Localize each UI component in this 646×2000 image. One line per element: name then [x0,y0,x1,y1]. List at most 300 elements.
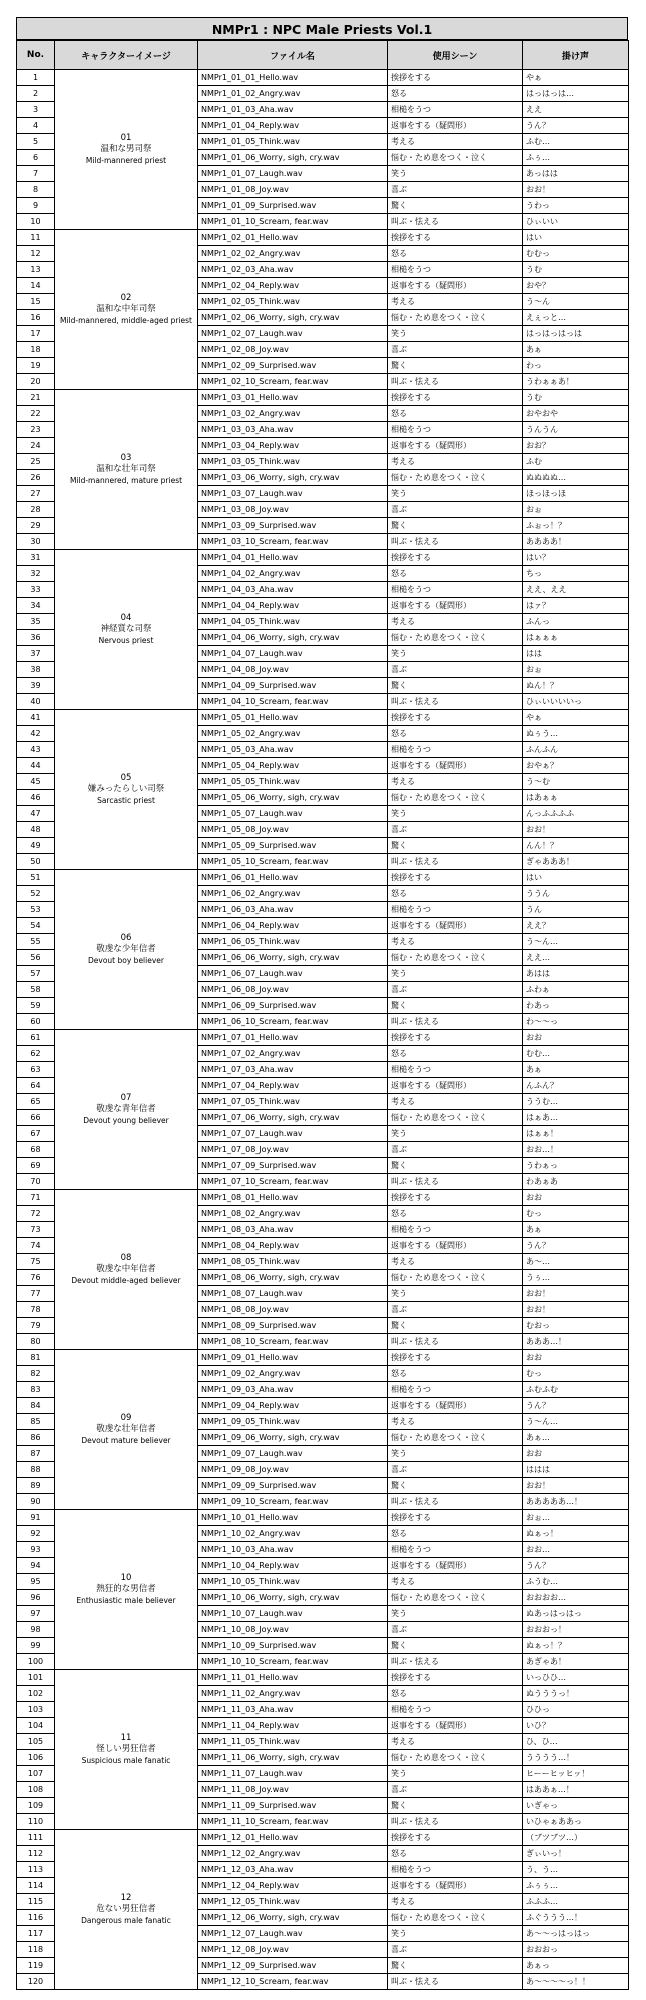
voice-cell: やぁ [523,70,629,86]
character-name-jp: 危ない男狂信者 [96,1904,156,1914]
row-number: 80 [17,1334,55,1350]
filename-cell: NMPr1_07_02_Angry.wav [198,1046,388,1062]
scene-cell: 怒る [388,1526,523,1542]
voice-cell: ぬぅう… [523,726,629,742]
voice-cell: やぁ [523,710,629,726]
filename-cell: NMPr1_02_04_Reply.wav [198,278,388,294]
filename-cell: NMPr1_04_10_Scream, fear.wav [198,694,388,710]
voice-cell: おお [523,1350,629,1366]
scene-cell: 返事をする（疑問形） [388,278,523,294]
scene-cell: 返事をする（疑問形） [388,1718,523,1734]
character-name-en: Devout young believer [83,1116,169,1125]
voice-cell: はあぁぁ [523,790,629,806]
filename-cell: NMPr1_05_01_Hello.wav [198,710,388,726]
voice-cell: おお…！ [523,1142,629,1158]
voice-cell: ええ？ [523,918,629,934]
voice-cell: ふぅ… [523,150,629,166]
filename-cell: NMPr1_12_06_Worry, sigh, cry.wav [198,1910,388,1926]
row-number: 2 [17,86,55,102]
voice-cell: おお [523,1030,629,1046]
row-number: 76 [17,1270,55,1286]
voice-cell: おおおっ [523,1942,629,1958]
scene-cell: 悩む・ため息をつく・泣く [388,150,523,166]
voice-cell: ぬん！？ [523,678,629,694]
voice-cell: はぁぁ！ [523,1126,629,1142]
voice-cell: あああああ…！ [523,1494,629,1510]
row-number: 87 [17,1446,55,1462]
voice-cell: うん？ [523,1398,629,1414]
character-image-cell [55,1670,198,1830]
scene-cell: 考える [388,774,523,790]
filename-cell: NMPr1_03_03_Aha.wav [198,422,388,438]
row-number: 61 [17,1030,55,1046]
row-number: 20 [17,374,55,390]
row-number: 103 [17,1702,55,1718]
scene-cell: 相槌をうつ [388,742,523,758]
filename-cell: NMPr1_12_10_Scream, fear.wav [198,1974,388,1990]
filename-cell: NMPr1_03_02_Angry.wav [198,406,388,422]
voice-cell: わあっ [523,998,629,1014]
character-name-jp: 神経質な司祭 [100,624,152,634]
row-number: 106 [17,1750,55,1766]
voice-cell: ううむ… [523,1094,629,1110]
scene-cell: 怒る [388,406,523,422]
row-number: 16 [17,310,55,326]
scene-cell: 喜ぶ [388,1782,523,1798]
voice-cell: わ〜〜っ [523,1014,629,1030]
scene-cell: 笑う [388,1446,523,1462]
voice-cell: ふんっ [523,614,629,630]
filename-cell: NMPr1_03_06_Worry, sigh, cry.wav [198,470,388,486]
scene-cell: 挨拶をする [388,1350,523,1366]
scene-cell: 叫ぶ・怯える [388,854,523,870]
row-number: 45 [17,774,55,790]
row-number: 101 [17,1670,55,1686]
row-number: 112 [17,1846,55,1862]
scene-cell: 返事をする（疑問形） [388,438,523,454]
header-row [17,41,629,70]
character-number: 05 [120,773,132,783]
filename-cell: NMPr1_06_09_Surprised.wav [198,998,388,1014]
character-number: 11 [120,1733,132,1743]
scene-cell: 笑う [388,326,523,342]
scene-cell: 挨拶をする [388,1030,523,1046]
filename-cell: NMPr1_11_04_Reply.wav [198,1718,388,1734]
row-number: 104 [17,1718,55,1734]
filename-cell: NMPr1_03_10_Scream, fear.wav [198,534,388,550]
voice-cell: ははは [523,1462,629,1478]
row-number: 59 [17,998,55,1014]
row-number: 110 [17,1814,55,1830]
scene-cell: 叫ぶ・怯える [388,214,523,230]
filename-cell: NMPr1_07_08_Joy.wav [198,1142,388,1158]
voice-cell: ふむふむ [523,1382,629,1398]
voice-cell: ふわぁ [523,982,629,998]
voice-cell: ふうむ… [523,1574,629,1590]
scene-cell: 考える [388,614,523,630]
filename-cell: NMPr1_03_08_Joy.wav [198,502,388,518]
row-number: 62 [17,1046,55,1062]
character-number: 06 [120,933,132,943]
voice-cell: はい？ [523,550,629,566]
voice-cell: うぅ… [523,1270,629,1286]
scene-cell: 叫ぶ・怯える [388,1974,523,1990]
scene-cell: 喜ぶ [388,822,523,838]
row-number: 119 [17,1958,55,1974]
scene-cell: 悩む・ため息をつく・泣く [388,1110,523,1126]
scene-cell: 返事をする（疑問形） [388,598,523,614]
scene-cell: 返事をする（疑問形） [388,1238,523,1254]
filename-cell: NMPr1_05_09_Surprised.wav [198,838,388,854]
character-number: 07 [120,1093,132,1103]
row-number: 93 [17,1542,55,1558]
character-name-jp: 熱狂的な男信者 [96,1584,156,1594]
row-number: 32 [17,566,55,582]
voice-cell: あぎゃあ！ [523,1654,629,1670]
scene-cell: 叫ぶ・怯える [388,1014,523,1030]
row-number: 86 [17,1430,55,1446]
table-row [17,1670,629,1686]
character-image-cell [55,870,198,1030]
filename-cell: NMPr1_10_07_Laugh.wav [198,1606,388,1622]
filename-cell: NMPr1_04_09_Surprised.wav [198,678,388,694]
voice-cell: おお！ [523,822,629,838]
filename-cell: NMPr1_09_05_Think.wav [198,1414,388,1430]
voice-cell: うん？ [523,118,629,134]
scene-cell: 叫ぶ・怯える [388,1174,523,1190]
voice-cell: ひぃいいいいっ [523,694,629,710]
filename-cell: NMPr1_05_07_Laugh.wav [198,806,388,822]
scene-cell: 叫ぶ・怯える [388,374,523,390]
table-row [17,710,629,726]
voice-cell: ちっ [523,566,629,582]
row-number: 64 [17,1078,55,1094]
row-number: 1 [17,70,55,86]
voice-cell: はァ？ [523,598,629,614]
scene-cell: 驚く [388,838,523,854]
voice-cell: ふぐううう…！ [523,1910,629,1926]
character-name-jp: 敬虔な青年信者 [96,1104,156,1114]
filename-cell: NMPr1_07_10_Scream, fear.wav [198,1174,388,1190]
row-number: 71 [17,1190,55,1206]
filename-cell: NMPr1_12_04_Reply.wav [198,1878,388,1894]
character-name-jp: 怪しい男狂信者 [96,1744,156,1754]
character-image-cell [55,550,198,710]
voice-cell: はぁぁぁ [523,630,629,646]
scene-cell: 考える [388,1414,523,1430]
filename-cell: NMPr1_03_07_Laugh.wav [198,486,388,502]
row-number: 10 [17,214,55,230]
voice-cell: ぬぁっ！？ [523,1638,629,1654]
character-number: 04 [120,613,132,623]
scene-cell: 笑う [388,1126,523,1142]
filename-cell: NMPr1_10_09_Surprised.wav [198,1638,388,1654]
voice-cell: ぎゃあああ！ [523,854,629,870]
filename-cell: NMPr1_12_05_Think.wav [198,1894,388,1910]
row-number: 117 [17,1926,55,1942]
filename-cell: NMPr1_09_09_Surprised.wav [198,1478,388,1494]
character-name-en: Dangerous male fanatic [81,1916,171,1925]
character-name-en: Mild-mannered priest [85,156,167,165]
row-number: 39 [17,678,55,694]
character-number: 09 [120,1413,132,1423]
filename-cell: NMPr1_11_03_Aha.wav [198,1702,388,1718]
voice-cell: ひひっ [523,1702,629,1718]
voice-table [16,40,629,1990]
scene-cell: 挨拶をする [388,1670,523,1686]
filename-cell: NMPr1_07_04_Reply.wav [198,1078,388,1094]
voice-cell: う〜ん… [523,934,629,950]
filename-cell: NMPr1_09_04_Reply.wav [198,1398,388,1414]
row-number: 31 [17,550,55,566]
scene-cell: 驚く [388,998,523,1014]
filename-cell: NMPr1_09_08_Joy.wav [198,1462,388,1478]
filename-cell: NMPr1_02_05_Think.wav [198,294,388,310]
row-number: 17 [17,326,55,342]
filename-cell: NMPr1_10_08_Joy.wav [198,1622,388,1638]
scene-cell: 考える [388,1734,523,1750]
voice-cell: うんうん [523,422,629,438]
voice-cell: むおっ [523,1318,629,1334]
filename-cell: NMPr1_04_06_Worry, sigh, cry.wav [198,630,388,646]
voice-cell: おおおお… [523,1590,629,1606]
scene-cell: 返事をする（疑問形） [388,1398,523,1414]
filename-cell: NMPr1_03_05_Think.wav [198,454,388,470]
row-number: 22 [17,406,55,422]
filename-cell: NMPr1_08_04_Reply.wav [198,1238,388,1254]
scene-cell: 叫ぶ・怯える [388,1654,523,1670]
voice-cell: むっ [523,1206,629,1222]
scene-cell: 喜ぶ [388,342,523,358]
filename-cell: NMPr1_10_01_Hello.wav [198,1510,388,1526]
row-number: 23 [17,422,55,438]
row-number: 70 [17,1174,55,1190]
row-number: 3 [17,102,55,118]
filename-cell: NMPr1_07_05_Think.wav [198,1094,388,1110]
row-number: 91 [17,1510,55,1526]
scene-cell: 返事をする（疑問形） [388,758,523,774]
filename-cell: NMPr1_04_02_Angry.wav [198,566,388,582]
row-number: 60 [17,1014,55,1030]
voice-cell: ふふふ… [523,1894,629,1910]
voice-cell: はぁあ… [523,1110,629,1126]
scene-cell: 驚く [388,1638,523,1654]
row-number: 97 [17,1606,55,1622]
scene-cell: 返事をする（疑問形） [388,1558,523,1574]
filename-cell: NMPr1_01_08_Joy.wav [198,182,388,198]
filename-cell: NMPr1_02_08_Joy.wav [198,342,388,358]
voice-cell: おお！ [523,182,629,198]
filename-cell: NMPr1_10_05_Think.wav [198,1574,388,1590]
table-row [17,1830,629,1846]
filename-cell: NMPr1_01_10_Scream, fear.wav [198,214,388,230]
row-number: 77 [17,1286,55,1302]
filename-cell: NMPr1_01_06_Worry, sigh, cry.wav [198,150,388,166]
filename-cell: NMPr1_12_02_Angry.wav [198,1846,388,1862]
table-row [17,230,629,246]
character-name-en: Nervous priest [98,636,154,645]
scene-cell: 叫ぶ・怯える [388,694,523,710]
character-name-en: Devout middle-aged believer [71,1276,181,1285]
row-number: 94 [17,1558,55,1574]
voice-cell: うわぁっ [523,1158,629,1174]
scene-cell: 挨拶をする [388,710,523,726]
row-number: 82 [17,1366,55,1382]
row-number: 115 [17,1894,55,1910]
scene-cell: 怒る [388,1366,523,1382]
filename-cell: NMPr1_10_06_Worry, sigh, cry.wav [198,1590,388,1606]
character-image-cell [55,390,198,550]
row-number: 40 [17,694,55,710]
row-number: 37 [17,646,55,662]
filename-cell: NMPr1_08_08_Joy.wav [198,1302,388,1318]
voice-cell: あぁ… [523,1430,629,1446]
row-number: 4 [17,118,55,134]
row-number: 99 [17,1638,55,1654]
voice-cell: んっふふふふ [523,806,629,822]
filename-cell: NMPr1_12_07_Laugh.wav [198,1926,388,1942]
filename-cell: NMPr1_06_03_Aha.wav [198,902,388,918]
row-number: 96 [17,1590,55,1606]
row-number: 73 [17,1222,55,1238]
scene-cell: 笑う [388,646,523,662]
scene-cell: 相槌をうつ [388,1542,523,1558]
row-number: 108 [17,1782,55,1798]
filename-cell: NMPr1_01_01_Hello.wav [198,70,388,86]
filename-cell: NMPr1_11_07_Laugh.wav [198,1766,388,1782]
row-number: 63 [17,1062,55,1078]
voice-cell: おやぁ？ [523,758,629,774]
filename-cell: NMPr1_08_01_Hello.wav [198,1190,388,1206]
scene-cell: 驚く [388,1318,523,1334]
row-number: 118 [17,1942,55,1958]
row-number: 51 [17,870,55,886]
scene-cell: 驚く [388,518,523,534]
table-row [17,870,629,886]
voice-cell: わあぁあ [523,1174,629,1190]
row-number: 44 [17,758,55,774]
scene-cell: 相槌をうつ [388,582,523,598]
voice-cell: おや？ [523,278,629,294]
scene-cell: 考える [388,1574,523,1590]
scene-cell: 考える [388,934,523,950]
voice-cell: いっひひ… [523,1670,629,1686]
filename-cell: NMPr1_02_07_Laugh.wav [198,326,388,342]
voice-cell: おぉ [523,502,629,518]
row-number: 52 [17,886,55,902]
row-number: 90 [17,1494,55,1510]
voice-cell: はっはっはっは [523,326,629,342]
character-name-en: Suspicious male fanatic [81,1756,171,1765]
voice-cell: ああああ！ [523,534,629,550]
character-number: 02 [120,293,132,303]
row-number: 88 [17,1462,55,1478]
voice-cell: あはは [523,966,629,982]
filename-cell: NMPr1_08_02_Angry.wav [198,1206,388,1222]
row-number: 36 [17,630,55,646]
filename-cell: NMPr1_02_09_Surprised.wav [198,358,388,374]
row-number: 67 [17,1126,55,1142]
scene-cell: 笑う [388,966,523,982]
voice-cell: はい [523,870,629,886]
filename-cell: NMPr1_11_02_Angry.wav [198,1686,388,1702]
voice-cell: う〜ん [523,294,629,310]
character-name-jp: 敬虔な少年信者 [96,944,156,954]
filename-cell: NMPr1_04_08_Joy.wav [198,662,388,678]
row-number: 95 [17,1574,55,1590]
character-number: 01 [120,133,132,143]
voice-cell: う、う… [523,1862,629,1878]
voice-cell: ええ [523,102,629,118]
row-number: 89 [17,1478,55,1494]
scene-cell: 驚く [388,1158,523,1174]
table-row [17,70,629,86]
header-filename: ファイル名 [198,41,388,70]
scene-cell: 叫ぶ・怯える [388,534,523,550]
voice-cell: あああ…！ [523,1334,629,1350]
scene-cell: 返事をする（疑問形） [388,1878,523,1894]
table-row [17,1350,629,1366]
row-number: 78 [17,1302,55,1318]
scene-cell: 怒る [388,246,523,262]
row-number: 13 [17,262,55,278]
scene-cell: 喜ぶ [388,1622,523,1638]
scene-cell: 驚く [388,358,523,374]
row-number: 28 [17,502,55,518]
character-name-jp: 敬虔な中年信者 [96,1264,156,1274]
character-name-en: Mild-mannered, mature priest [69,476,183,485]
voice-cell: おお！ [523,1302,629,1318]
filename-cell: NMPr1_03_09_Surprised.wav [198,518,388,534]
row-number: 27 [17,486,55,502]
row-number: 74 [17,1238,55,1254]
row-number: 75 [17,1254,55,1270]
row-number: 111 [17,1830,55,1846]
character-name-en: Devout mature believer [81,1436,171,1445]
scene-cell: 悩む・ため息をつく・泣く [388,950,523,966]
filename-cell: NMPr1_04_01_Hello.wav [198,550,388,566]
character-number: 03 [120,453,132,463]
row-number: 55 [17,934,55,950]
row-number: 47 [17,806,55,822]
filename-cell: NMPr1_08_10_Scream, fear.wav [198,1334,388,1350]
voice-cell: はは [523,646,629,662]
scene-cell: 怒る [388,886,523,902]
row-number: 65 [17,1094,55,1110]
scene-cell: 悩む・ため息をつく・泣く [388,470,523,486]
filename-cell: NMPr1_09_03_Aha.wav [198,1382,388,1398]
filename-cell: NMPr1_06_10_Scream, fear.wav [198,1014,388,1030]
row-number: 58 [17,982,55,998]
filename-cell: NMPr1_11_10_Scream, fear.wav [198,1814,388,1830]
row-number: 53 [17,902,55,918]
voice-cell: あ〜〜っはっはっ [523,1926,629,1942]
filename-cell: NMPr1_01_03_Aha.wav [198,102,388,118]
row-number: 11 [17,230,55,246]
row-number: 50 [17,854,55,870]
character-number: 12 [120,1893,132,1903]
character-name-en: Sarcastic priest [97,796,155,805]
character-image-cell [55,1830,198,1990]
filename-cell: NMPr1_02_06_Worry, sigh, cry.wav [198,310,388,326]
voice-cell: あぁ [523,342,629,358]
scene-cell: 叫ぶ・怯える [388,1494,523,1510]
character-image-cell [55,1510,198,1670]
scene-cell: 考える [388,134,523,150]
voice-cell: わっ [523,358,629,374]
voice-cell: ふぉっ！？ [523,518,629,534]
scene-cell: 喜ぶ [388,1302,523,1318]
